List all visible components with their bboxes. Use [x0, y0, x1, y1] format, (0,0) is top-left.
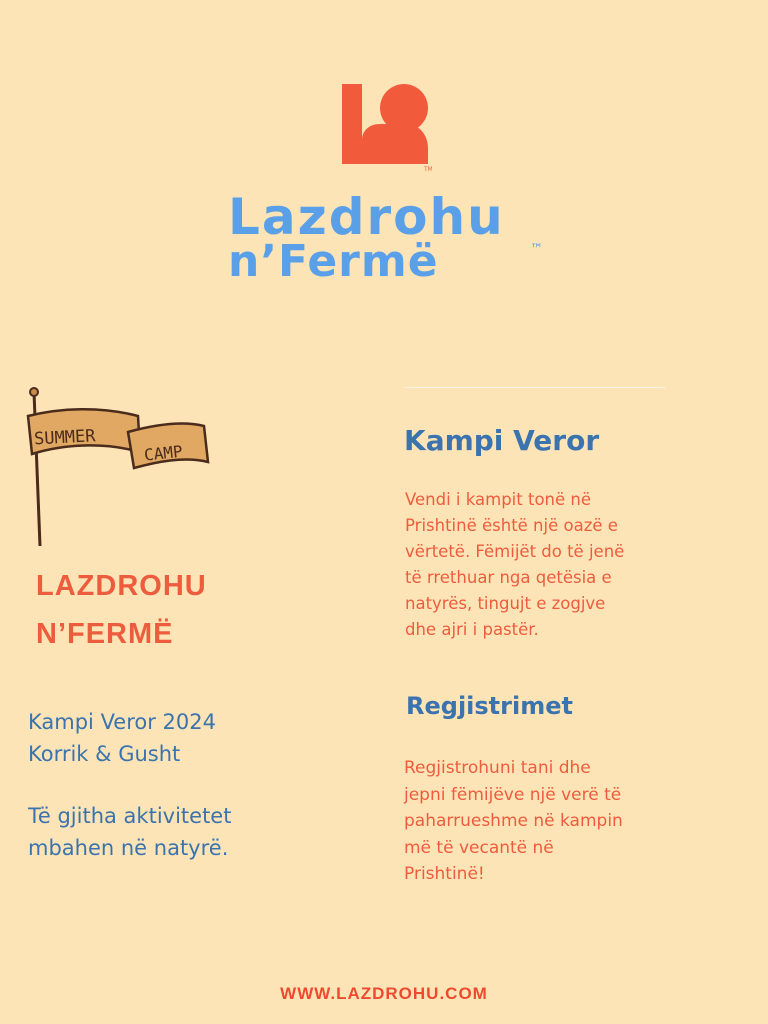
camp-section-text	[405, 487, 735, 643]
registration-text-line: jepni fëmijëve një verë të	[404, 784, 622, 805]
brand-title-line-1: LAZDROHU	[36, 570, 207, 602]
flag-word-summer: SUMMER	[33, 426, 96, 450]
summer-camp-flag-icon	[20, 386, 215, 551]
camp-section-heading: Kampi Veror	[404, 424, 600, 457]
wordmark-line-1: Lazdrohu	[228, 188, 505, 246]
section-divider	[404, 387, 666, 388]
registration-heading: Regjistrimet	[406, 692, 573, 720]
lazdrohu-logo-mark-icon	[340, 80, 432, 172]
registration-text-line: më të vecantë në	[404, 837, 554, 858]
wordmark-line-2: n’Fermë	[228, 236, 439, 287]
registration-text-line: Prishtinë!	[404, 864, 485, 884]
camp-dates-line-1: Kampi Veror 2024	[28, 710, 216, 734]
camp-dates-line-2: Korrik & Gusht	[28, 742, 181, 766]
camp-text-line: të rrethuar nga qetësia e	[405, 568, 612, 587]
registration-text	[404, 755, 744, 888]
trademark-symbol: ™	[530, 242, 543, 257]
camp-text-line: Prishtinë është një oazë e	[405, 516, 618, 535]
camp-nature-line-1: Të gjitha aktivitetet	[28, 804, 232, 828]
registration-text-line: Regjistrohuni tani dhe	[404, 758, 591, 778]
svg-text:TM: TM	[424, 166, 432, 172]
camp-text-line: natyrës, tingujt e zogjve	[405, 594, 606, 613]
website-url-link[interactable]: WWW.LAZDROHU.COM	[280, 984, 488, 1003]
lazdrohu-wordmark	[226, 188, 566, 298]
camp-nature-note	[28, 800, 231, 864]
flag-word-camp: CAMP	[143, 441, 184, 465]
camp-text-line: vërtetë. Fëmijët do të jenë	[405, 542, 625, 561]
camp-text-line: dhe ajri i pastër.	[405, 620, 539, 639]
camp-text-line: Vendi i kampit tonë në	[405, 490, 591, 509]
registration-text-line: paharrueshme në kampin	[404, 811, 623, 831]
brand-title-line-2: N’FERMË	[36, 618, 174, 650]
camp-dates	[28, 706, 216, 770]
camp-nature-line-2: mbahen në natyrë.	[28, 836, 229, 860]
brand-title	[36, 562, 296, 658]
